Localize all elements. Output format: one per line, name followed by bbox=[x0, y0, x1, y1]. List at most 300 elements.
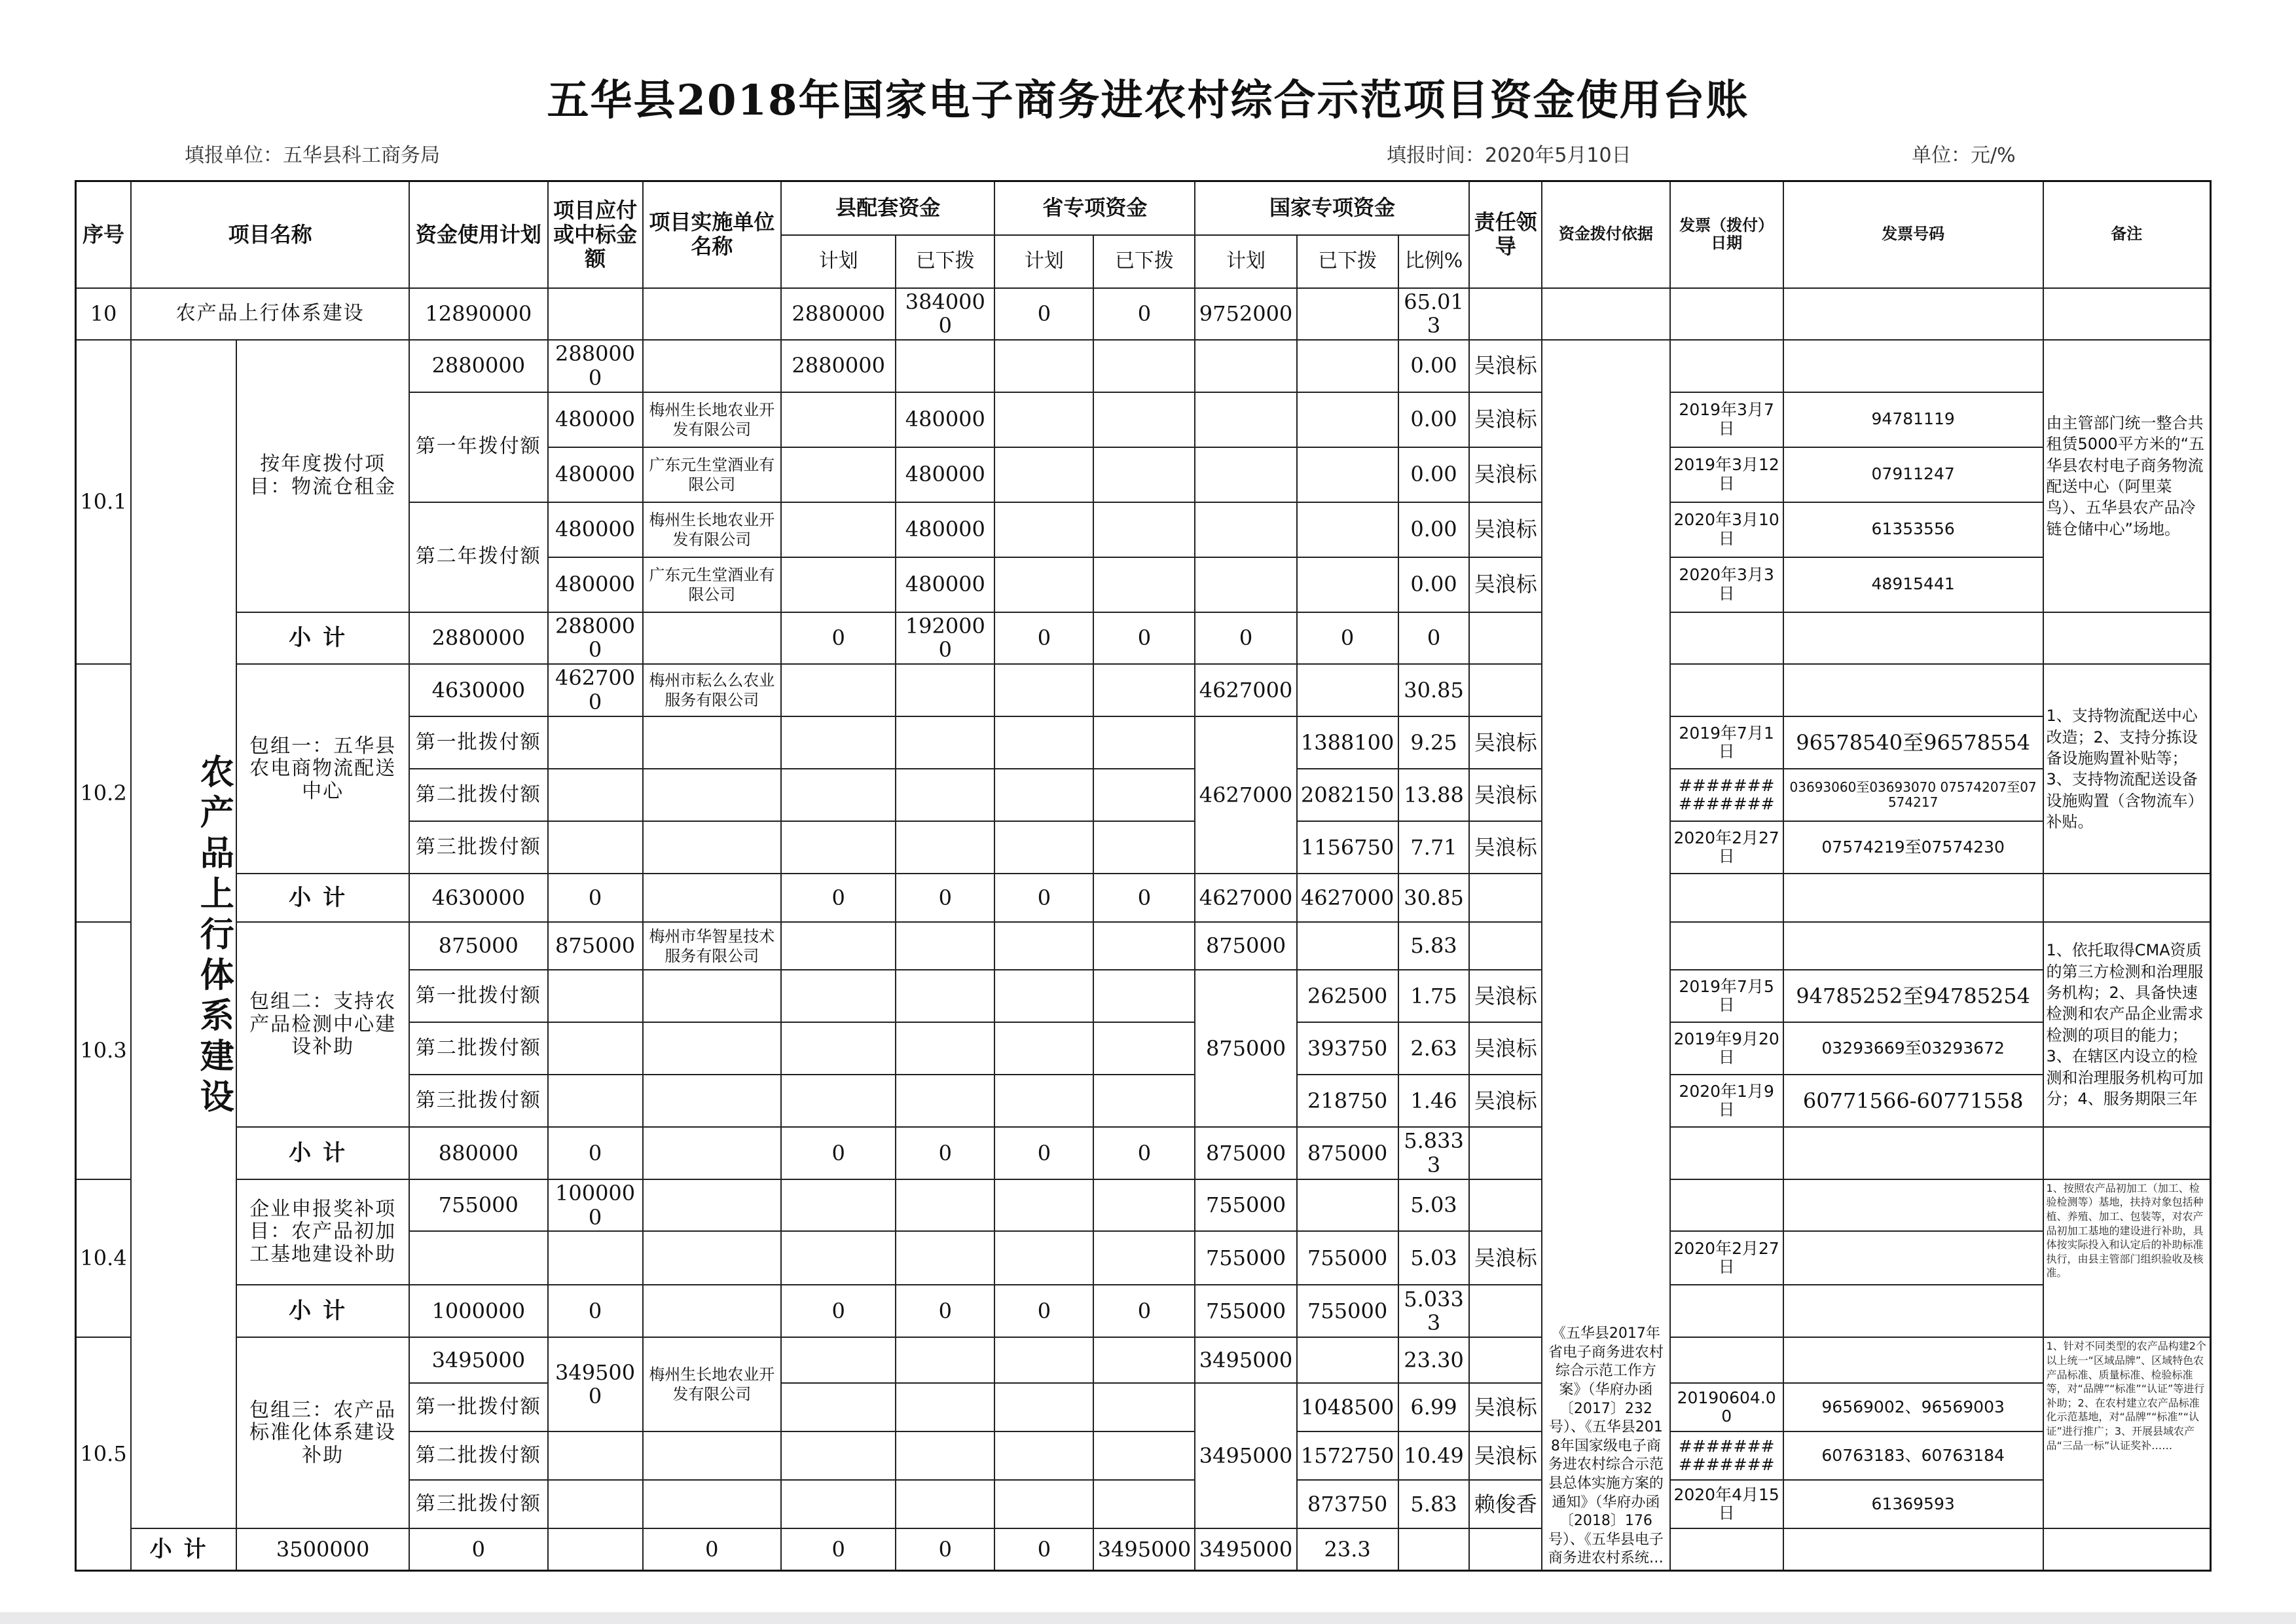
cell-county-plan bbox=[781, 447, 896, 502]
cell-date bbox=[1670, 612, 1783, 665]
cell-county-plan bbox=[781, 664, 896, 716]
cell-ratio: 23.30 bbox=[1398, 1337, 1470, 1383]
cell-nat-plan: 9752000 bbox=[1195, 288, 1296, 341]
cell-no: 94781119 bbox=[1783, 392, 2043, 447]
cell-county-plan: 2880000 bbox=[781, 340, 896, 392]
cell-date bbox=[1670, 874, 1783, 922]
cell-impl bbox=[643, 821, 781, 874]
cell-county-paid bbox=[896, 1337, 994, 1383]
cell-date: 2019年9月20日 bbox=[1670, 1022, 1783, 1075]
cell-prov-plan bbox=[994, 1231, 1093, 1285]
cell-prov-plan: 0 bbox=[896, 1528, 994, 1570]
cell-impl: 梅州生长地农业开发有限公司 bbox=[643, 502, 781, 557]
cell-plan: 3495000 bbox=[409, 1337, 547, 1383]
cell-county-paid: 3840000 bbox=[896, 288, 994, 341]
cell-name: 按年度拨付项目：物流仓租金 bbox=[236, 340, 409, 612]
cell-county-plan bbox=[781, 1075, 896, 1127]
cell-prov-paid bbox=[1093, 1231, 1195, 1285]
cell-prov-paid bbox=[1093, 392, 1195, 447]
cell-nat-paid: 2082150 bbox=[1297, 769, 1398, 821]
header-nat-ratio: 比例% bbox=[1398, 235, 1470, 288]
reporting-date: 填报时间：2020年5月10日 bbox=[1387, 144, 1631, 167]
cell-prov-plan bbox=[994, 716, 1093, 769]
cell-nat-paid bbox=[1297, 502, 1398, 557]
cell-leader: 吴浪标 bbox=[1469, 1022, 1542, 1075]
cell-seq: 10.1 bbox=[76, 340, 132, 664]
cell-ratio: 7.71 bbox=[1398, 821, 1470, 874]
cell-prov-plan bbox=[994, 557, 1093, 612]
cell-county-plan: 0 bbox=[781, 1285, 896, 1337]
cell-prov-paid bbox=[1093, 769, 1195, 821]
cell-county-paid bbox=[896, 922, 994, 970]
cell-no: 94785252至94785254 bbox=[1783, 970, 2043, 1022]
cell-nat-paid: 875000 bbox=[1297, 1127, 1398, 1179]
cell-nat-plan bbox=[1195, 392, 1296, 447]
cell-prov-paid bbox=[1093, 1480, 1195, 1528]
cell-name: 包组二：支持农产品检测中心建设补助 bbox=[236, 922, 409, 1127]
cell-bid: 0 bbox=[409, 1528, 547, 1570]
cell-date bbox=[1670, 1127, 1783, 1179]
cell-prov-plan bbox=[994, 664, 1093, 716]
cell-date bbox=[1670, 922, 1783, 970]
cell-leader bbox=[1398, 1528, 1470, 1570]
cell-ratio: 0.00 bbox=[1398, 340, 1470, 392]
cell-nat-paid: 1156750 bbox=[1297, 821, 1398, 874]
cell-remark bbox=[2043, 874, 2211, 922]
cell-prov-plan bbox=[994, 970, 1093, 1022]
cell-no bbox=[1783, 1231, 2043, 1285]
subtotal-label: 小计 bbox=[236, 1127, 409, 1179]
cell-batch-label: 第三批拨付额 bbox=[409, 821, 547, 874]
header-prov-paid: 已下拨 bbox=[1093, 235, 1195, 288]
cell-prov-plan bbox=[994, 1383, 1093, 1431]
header-bid: 项目应付或中标金额 bbox=[548, 181, 643, 288]
cell-bid: 480000 bbox=[548, 447, 643, 502]
cell-impl bbox=[643, 1179, 781, 1232]
cell-plan: 755000 bbox=[409, 1179, 547, 1232]
cell-bid: 2880000 bbox=[548, 612, 643, 665]
cell-nat-paid: 755000 bbox=[1297, 1285, 1398, 1337]
cell-date bbox=[1670, 340, 1783, 392]
cell-prov-plan bbox=[994, 821, 1093, 874]
cell-ratio: 0.00 bbox=[1398, 502, 1470, 557]
cell-leader bbox=[1469, 612, 1542, 665]
cell-impl bbox=[643, 1285, 781, 1337]
cell-leader bbox=[1469, 1179, 1542, 1232]
cell-batch-label: 第一批拨付额 bbox=[409, 716, 547, 769]
cell-ratio: 6.99 bbox=[1398, 1383, 1470, 1431]
cell-date bbox=[1670, 288, 1783, 341]
cell-county-paid: 480000 bbox=[896, 557, 994, 612]
cell-impl: 梅州市耘么么农业服务有限公司 bbox=[643, 664, 781, 716]
cell-prov-plan bbox=[994, 1179, 1093, 1232]
cell-name: 包组一：五华县农电商物流配送中心 bbox=[236, 664, 409, 874]
header-county-plan: 计划 bbox=[781, 235, 896, 288]
cell-ratio: 2.63 bbox=[1398, 1022, 1470, 1075]
cell-impl: 梅州生长地农业开发有限公司 bbox=[643, 1337, 781, 1431]
header-invoice-no: 发票号码 bbox=[1783, 181, 2043, 288]
cell-nat-paid: 4627000 bbox=[1297, 874, 1398, 922]
cell-leader bbox=[1469, 664, 1542, 716]
cell-date: 2020年3月10日 bbox=[1670, 502, 1783, 557]
cell-leader bbox=[1469, 922, 1542, 970]
cell-plan: 4630000 bbox=[409, 874, 547, 922]
header-invoice-date: 发票（拨付）日期 bbox=[1670, 181, 1783, 288]
cell-county-paid: 480000 bbox=[896, 392, 994, 447]
cell-no bbox=[1783, 288, 2043, 341]
cell-impl bbox=[548, 1528, 643, 1570]
cell-prov-paid: 0 bbox=[1093, 1127, 1195, 1179]
cell-impl bbox=[643, 716, 781, 769]
cell-date: 2020年3月3日 bbox=[1670, 557, 1783, 612]
cell-leader: 赖俊香 bbox=[1469, 1480, 1542, 1528]
table-row bbox=[76, 340, 2211, 392]
cell-seq: 10.3 bbox=[76, 922, 132, 1179]
cell-prov-paid: 0 bbox=[1093, 612, 1195, 665]
cell-bid: 480000 bbox=[548, 557, 643, 612]
cell-no: 96578540至96578554 bbox=[1783, 716, 2043, 769]
cell-nat-plan: 3495000 bbox=[1195, 1337, 1296, 1383]
cell-ratio: 9.25 bbox=[1398, 716, 1470, 769]
cell-prov-paid bbox=[1093, 502, 1195, 557]
cell-no: 48915441 bbox=[1783, 557, 2043, 612]
cell-county-paid: 480000 bbox=[896, 502, 994, 557]
cell-no bbox=[1783, 340, 2043, 392]
cell-impl: 广东元生堂酒业有限公司 bbox=[643, 447, 781, 502]
cell-leader bbox=[1469, 288, 1542, 341]
cell-leader: 吴浪标 bbox=[1469, 1075, 1542, 1127]
cell-nat-plan: 3495000 bbox=[1093, 1528, 1195, 1570]
cell-no bbox=[1783, 1179, 2043, 1232]
header-leader: 责任领导 bbox=[1469, 181, 1542, 288]
cell-leader: 吴浪标 bbox=[1469, 447, 1542, 502]
cell-nat-plan: 0 bbox=[1195, 612, 1296, 665]
cell-leader: 吴浪标 bbox=[1469, 557, 1542, 612]
cell-nat-paid bbox=[1297, 1179, 1398, 1232]
cell-bid bbox=[548, 1075, 643, 1127]
cell-prov-paid bbox=[1093, 340, 1195, 392]
header-national: 国家专项资金 bbox=[1195, 181, 1469, 235]
cell-no: 03293669至03293672 bbox=[1783, 1022, 2043, 1075]
cell-impl bbox=[643, 874, 781, 922]
cell-prov-paid bbox=[1093, 716, 1195, 769]
cell-nat-plan: 4627000 bbox=[1195, 874, 1296, 922]
cell-county-plan bbox=[781, 1337, 896, 1383]
cell-county-plan: 0 bbox=[781, 612, 896, 665]
cell-batch-label: 第三批拨付额 bbox=[409, 1480, 547, 1528]
cell-county-plan: 0 bbox=[781, 1127, 896, 1179]
cell-impl bbox=[643, 769, 781, 821]
cell-date: ############## bbox=[1670, 769, 1783, 821]
cell-nat-plan bbox=[1195, 557, 1296, 612]
cell-nat-paid bbox=[1297, 340, 1398, 392]
cell-ratio: 65.013 bbox=[1398, 288, 1470, 341]
cell-nat-plan: 755000 bbox=[1195, 1285, 1296, 1337]
cell-prov-paid bbox=[1093, 1075, 1195, 1127]
cell-no: 07574219至07574230 bbox=[1783, 821, 2043, 874]
cell-prov-plan: 0 bbox=[994, 874, 1093, 922]
cell-seq: 10 bbox=[76, 288, 132, 341]
cell-nat-paid: 1048500 bbox=[1297, 1383, 1398, 1431]
cell-leader: 吴浪标 bbox=[1469, 1383, 1542, 1431]
cell-leader: 吴浪标 bbox=[1469, 1231, 1542, 1285]
cell-leader: 吴浪标 bbox=[1469, 769, 1542, 821]
cell-no bbox=[1783, 922, 2043, 970]
cell-seq: 10.2 bbox=[76, 664, 132, 922]
cell-county-paid: 480000 bbox=[896, 447, 994, 502]
cell-ratio: 5.83 bbox=[1398, 922, 1470, 970]
header-seq: 序号 bbox=[76, 181, 132, 288]
cell-nat-paid bbox=[1297, 922, 1398, 970]
cell-nat-paid bbox=[1297, 392, 1398, 447]
cell-no: 60763183、60763184 bbox=[1783, 1431, 2043, 1480]
group-vertical-title: 农产品上行体系建设 bbox=[131, 340, 236, 1528]
cell-ratio: 5.03 bbox=[1398, 1231, 1470, 1285]
cell-county-paid bbox=[896, 970, 994, 1022]
cell-county-paid bbox=[896, 821, 994, 874]
cell-bid: 3495000 bbox=[548, 1337, 643, 1431]
cell-plan: 880000 bbox=[409, 1127, 547, 1179]
cell-nat-paid: 755000 bbox=[1297, 1231, 1398, 1285]
table-row bbox=[76, 922, 2211, 970]
table-row bbox=[76, 664, 2211, 716]
cell-county-plan bbox=[781, 1480, 896, 1528]
cell-date: 2020年1月9日 bbox=[1670, 1075, 1783, 1127]
cell-impl bbox=[643, 970, 781, 1022]
cell-no bbox=[1783, 1337, 2043, 1383]
cell-county-paid: 0 bbox=[896, 1285, 994, 1337]
cell-bid: 4627000 bbox=[548, 664, 643, 716]
cell-ratio: 0.00 bbox=[1398, 557, 1470, 612]
cell-impl: 梅州市华智星技术服务有限公司 bbox=[643, 922, 781, 970]
ledger-table bbox=[75, 180, 2212, 1572]
cell-leader bbox=[1469, 1337, 1542, 1383]
cell-nat-paid: 1388100 bbox=[1297, 716, 1398, 769]
cell-county-plan bbox=[781, 970, 896, 1022]
cell-batch-label: 第一批拨付额 bbox=[409, 1383, 547, 1431]
cell-county-paid bbox=[896, 340, 994, 392]
document-title: 五华县2018年国家电子商务进农村综合示范项目资金使用台账 bbox=[547, 76, 1749, 125]
cell-impl bbox=[643, 1231, 781, 1285]
cell-ratio: 1.75 bbox=[1398, 970, 1470, 1022]
scan-edge bbox=[0, 1612, 2296, 1624]
cell-no bbox=[1783, 1285, 2043, 1337]
cell-county-paid bbox=[896, 1231, 994, 1285]
cell-county-plan: 2880000 bbox=[781, 288, 896, 341]
cell-ratio: 0.00 bbox=[1398, 447, 1470, 502]
cell-bid bbox=[548, 1231, 643, 1285]
cell-ratio: 13.88 bbox=[1398, 769, 1470, 821]
cell-prov-paid bbox=[1093, 447, 1195, 502]
cell-nat-paid bbox=[1297, 664, 1398, 716]
cell-no: 07911247 bbox=[1783, 447, 2043, 502]
cell-prov-paid: 0 bbox=[994, 1528, 1093, 1570]
cell-county-paid bbox=[896, 1022, 994, 1075]
cell-remark bbox=[2043, 612, 2211, 665]
cell-leader: 吴浪标 bbox=[1469, 392, 1542, 447]
header-nat-plan: 计划 bbox=[1195, 235, 1296, 288]
cell-remark: 1、按照农产品初加工（加工、检验检测等）基地，扶持对象包括种植、养殖、加工、包装等，对农产品初加工基地的建设进行补助，具体按实际投入和认定后的补助标准执行，由县主管部门组织验收及核准。 bbox=[2043, 1179, 2211, 1338]
header-basis: 资金拨付依据 bbox=[1542, 181, 1669, 288]
cell-bid: 480000 bbox=[548, 502, 643, 557]
cell-prov-plan bbox=[994, 769, 1093, 821]
cell-nat-plan: 755000 bbox=[1195, 1231, 1296, 1285]
cell-county-plan bbox=[781, 1022, 896, 1075]
cell-county-plan: 0 bbox=[643, 1528, 781, 1570]
cell-leader bbox=[1469, 1285, 1542, 1337]
cell-plan: 3500000 bbox=[236, 1528, 409, 1570]
cell-prov-plan: 0 bbox=[994, 1127, 1093, 1179]
cell-basis bbox=[1542, 288, 1669, 341]
cell-county-plan bbox=[781, 821, 896, 874]
cell-plan-label: 第一年拨付额 bbox=[409, 392, 547, 502]
cell-name: 企业申报奖补项目：农产品初加工基地建设补助 bbox=[236, 1179, 409, 1285]
cell-county-paid bbox=[896, 1075, 994, 1127]
cell-impl bbox=[643, 288, 781, 341]
cell-bid: 480000 bbox=[548, 392, 643, 447]
cell-ratio: 0.00 bbox=[1398, 392, 1470, 447]
cell-prov-paid bbox=[1093, 1383, 1195, 1431]
table-row-10 bbox=[76, 288, 2211, 341]
fund-basis-text: 《五华县2017年省电子商务进农村综合示范工作方案》（华府办函〔2017〕232号）、《五华县2018年国家级电子商务进农村综合示范县总体实施方案的通知》（华府办函〔2018〕176号）、《五华县电子商务进农村系统… bbox=[1542, 340, 1669, 1570]
cell-date: 2019年7月1日 bbox=[1670, 716, 1783, 769]
cell-nat-plan: 875000 bbox=[1195, 1127, 1296, 1179]
cell-date: 2020年2月27日 bbox=[1670, 1231, 1783, 1285]
cell-ratio: 5.03 bbox=[1398, 1179, 1470, 1232]
cell-seq: 10.4 bbox=[76, 1179, 132, 1338]
currency-unit: 单位：元/% bbox=[1912, 144, 2016, 167]
cell-leader bbox=[1469, 874, 1542, 922]
cell-bid: 2880000 bbox=[548, 340, 643, 392]
cell-impl bbox=[643, 1480, 781, 1528]
cell-remark: 由主管部门统一整合共租赁5000平方米的“五华县农村电子商务物流配送中心（阿里菜鸟）、五华县农产品冷链仓储中心”场地。 bbox=[2043, 340, 2211, 612]
cell-county-plan bbox=[781, 1231, 896, 1285]
cell-prov-plan bbox=[994, 1075, 1093, 1127]
cell-nat-paid: 393750 bbox=[1297, 1022, 1398, 1075]
cell-bid bbox=[548, 970, 643, 1022]
cell-impl bbox=[643, 1431, 781, 1480]
subtotal-row bbox=[76, 874, 2211, 922]
cell-prov-paid bbox=[1093, 557, 1195, 612]
cell-prov-paid: 0 bbox=[1093, 1285, 1195, 1337]
cell-nat-paid: 3495000 bbox=[1195, 1528, 1296, 1570]
subtotal-label: 小计 bbox=[236, 874, 409, 922]
header-prov-plan: 计划 bbox=[994, 235, 1093, 288]
cell-prov-plan bbox=[994, 922, 1093, 970]
cell-nat-paid: 218750 bbox=[1297, 1075, 1398, 1127]
cell-bid: 0 bbox=[548, 1285, 643, 1337]
cell-leader: 吴浪标 bbox=[1469, 970, 1542, 1022]
cell-date bbox=[1670, 664, 1783, 716]
cell-date bbox=[1670, 1179, 1783, 1232]
cell-bid bbox=[548, 821, 643, 874]
header-county-paid: 已下拨 bbox=[896, 235, 994, 288]
cell-nat-plan: 755000 bbox=[1195, 1179, 1296, 1232]
cell-leader: 吴浪标 bbox=[1469, 716, 1542, 769]
cell-impl: 梅州生长地农业开发有限公司 bbox=[643, 392, 781, 447]
header-name: 项目名称 bbox=[131, 181, 409, 288]
cell-prov-plan: 0 bbox=[994, 1285, 1093, 1337]
cell-prov-plan bbox=[994, 340, 1093, 392]
cell-county-paid bbox=[896, 716, 994, 769]
cell-no bbox=[1783, 874, 2043, 922]
cell-county-plan bbox=[781, 716, 896, 769]
cell-bid bbox=[548, 288, 643, 341]
cell-nat-paid bbox=[1297, 447, 1398, 502]
cell-county-plan bbox=[781, 392, 896, 447]
cell-county-paid bbox=[896, 1383, 994, 1431]
cell-prov-plan bbox=[994, 502, 1093, 557]
cell-ratio: 0 bbox=[1398, 612, 1470, 665]
cell-bid bbox=[548, 716, 643, 769]
cell-nat-paid bbox=[1297, 288, 1398, 341]
cell-name: 农产品上行体系建设 bbox=[131, 288, 409, 341]
cell-impl bbox=[643, 1075, 781, 1127]
cell-prov-plan bbox=[994, 1480, 1093, 1528]
cell-prov-paid: 0 bbox=[1093, 874, 1195, 922]
cell-plan-label: 第二年拨付额 bbox=[409, 502, 547, 612]
cell-prov-paid bbox=[1093, 1179, 1195, 1232]
cell-seq: 10.5 bbox=[76, 1337, 132, 1570]
cell-plan: 1000000 bbox=[409, 1285, 547, 1337]
cell-batch-label: 第二批拨付额 bbox=[409, 1022, 547, 1075]
cell-nat-plan: 875000 bbox=[1195, 970, 1296, 1127]
cell-leader: 吴浪标 bbox=[1469, 502, 1542, 557]
header-row-1 bbox=[76, 181, 2211, 235]
cell-county-paid bbox=[896, 664, 994, 716]
cell-nat-plan bbox=[1195, 447, 1296, 502]
cell-prov-paid bbox=[1093, 821, 1195, 874]
cell-nat-plan: 875000 bbox=[1195, 922, 1296, 970]
cell-nat-plan: 3495000 bbox=[1195, 1383, 1296, 1528]
cell-ratio: 1.46 bbox=[1398, 1075, 1470, 1127]
cell-ratio: 23.3 bbox=[1297, 1528, 1398, 1570]
cell-date: 2020年4月15日 bbox=[1670, 1480, 1783, 1528]
cell-plan: 2880000 bbox=[409, 612, 547, 665]
cell-county-plan bbox=[781, 1179, 896, 1232]
cell-prov-plan bbox=[994, 1337, 1093, 1383]
header-nat-paid: 已下拨 bbox=[1297, 235, 1398, 288]
cell-no bbox=[1783, 612, 2043, 665]
cell-impl bbox=[643, 1022, 781, 1075]
cell-nat-paid bbox=[1297, 1337, 1398, 1383]
cell-nat-plan: 4627000 bbox=[1195, 716, 1296, 874]
cell-nat-paid: 0 bbox=[1297, 612, 1398, 665]
cell-remark: 1、依托取得CMA资质的第三方检测和治理服务机构；2、具备快速检测和农产品企业需求检测的项目的能力；3、在辖区内设立的检测和治理服务机构可加分；4、服务期限三年 bbox=[2043, 922, 2211, 1127]
cell-remark bbox=[2043, 1127, 2211, 1179]
cell-prov-paid bbox=[1093, 1431, 1195, 1480]
header-province: 省专项资金 bbox=[994, 181, 1195, 235]
cell-impl bbox=[643, 612, 781, 665]
cell-batch-label: 第二批拨付额 bbox=[409, 1431, 547, 1480]
cell-bid: 0 bbox=[548, 874, 643, 922]
cell-prov-plan bbox=[994, 1022, 1093, 1075]
cell-date: 2020年2月27日 bbox=[1670, 821, 1783, 874]
cell-batch-label: 第三批拨付额 bbox=[409, 1075, 547, 1127]
cell-county-plan bbox=[781, 769, 896, 821]
cell-remark: 1、针对不同类型的农产品构建2个以上统一“区域品牌”、区域特色农产品标准、质量标准、检验标准等，对“品牌”“标准”“认证”等进行补助；2、在农村建立农产品标准化示范基地，对“品牌”“标准”“认证”进行推广；3、开展县域农产品“三品一标”认证奖补…… bbox=[2043, 1337, 2211, 1528]
cell-ratio: 5.83 bbox=[1398, 1480, 1470, 1528]
cell-prov-paid bbox=[1093, 664, 1195, 716]
table-row bbox=[76, 1179, 2211, 1232]
cell-county-paid bbox=[896, 1431, 994, 1480]
cell-no: 61369593 bbox=[1783, 1480, 2043, 1528]
subtotal-label: 小计 bbox=[236, 612, 409, 665]
cell-plan: 875000 bbox=[409, 922, 547, 970]
cell-bid: 875000 bbox=[548, 922, 643, 970]
cell-nat-paid: 262500 bbox=[1297, 970, 1398, 1022]
cell-nat-paid: 1572750 bbox=[1297, 1431, 1398, 1480]
